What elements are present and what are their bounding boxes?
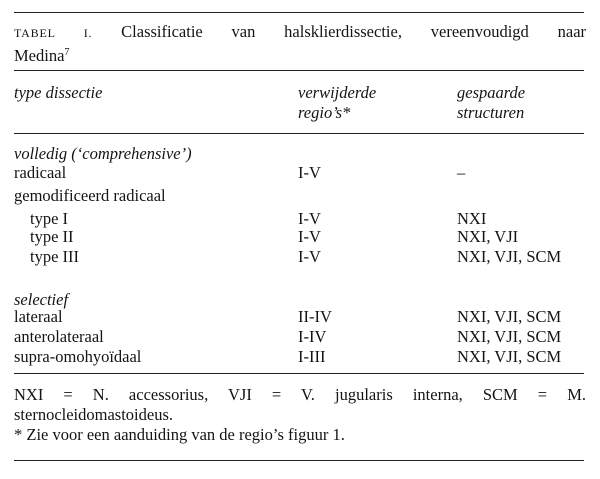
caption-reference: 7 [64, 47, 70, 58]
row-type: supra-omohyoïdaal [14, 347, 142, 366]
table-label: TABEL I. [14, 26, 93, 40]
row-type: gemodificeerd radicaal [14, 186, 166, 205]
row-type: type II [30, 227, 74, 246]
footnote-asterisk: * Zie voor een aanduiding van de regio’s figuur 1. [14, 425, 345, 444]
row-spared: NXI [457, 209, 487, 228]
table-bottom-rule [14, 373, 584, 374]
header-spared-line-1: gespaarde [457, 83, 526, 102]
row-regions: I-V [298, 163, 321, 182]
row-regions: II-IV [298, 307, 332, 326]
row-type: radicaal [14, 163, 67, 182]
header-top-rule [14, 70, 584, 71]
row-spared: – [457, 163, 466, 182]
row-type: type III [30, 247, 80, 266]
row-spared: NXI, VJI, SCM [457, 307, 562, 326]
header-regions-line-1: verwijderde [298, 83, 377, 102]
row-type: type I [30, 209, 69, 228]
row-type: anterolateraal [14, 327, 104, 346]
row-spared: NXI, VJI [457, 227, 519, 246]
bottom-rule [14, 460, 584, 461]
row-spared: NXI, VJI, SCM [457, 347, 562, 366]
row-regions: I-III [298, 347, 326, 366]
row-regions: I-V [298, 209, 321, 228]
top-rule [14, 12, 584, 13]
header-regions-line-2: regio’s* [298, 103, 351, 122]
header-spared-line-2: structuren [457, 103, 525, 122]
row-spared: NXI, VJI, SCM [457, 327, 562, 346]
table-caption [14, 21, 586, 44]
caption-source: Medina [14, 46, 65, 65]
row-regions: I-IV [298, 327, 327, 346]
section-title-selective: selectief [14, 290, 69, 309]
row-regions: I-V [298, 247, 321, 266]
caption-text: Classificatie van halsklierdissectie, vereenvoudigd naar [121, 22, 587, 41]
header-bottom-rule [14, 133, 584, 134]
footnote-abbreviations: NXI = N. accessorius, VJI = V. jugularis interna, SCM = M. [14, 385, 586, 404]
section-title-comprehensive: volledig (‘comprehensive’) [14, 144, 192, 163]
caption-line-2 [14, 42, 69, 66]
row-spared: NXI, VJI, SCM [457, 247, 562, 266]
row-regions: I-V [298, 227, 321, 246]
header-type: type dissectie [14, 83, 103, 102]
row-type: lateraal [14, 307, 63, 326]
footnote-abbreviations-continued: sternocleidomastoideus. [14, 405, 174, 424]
